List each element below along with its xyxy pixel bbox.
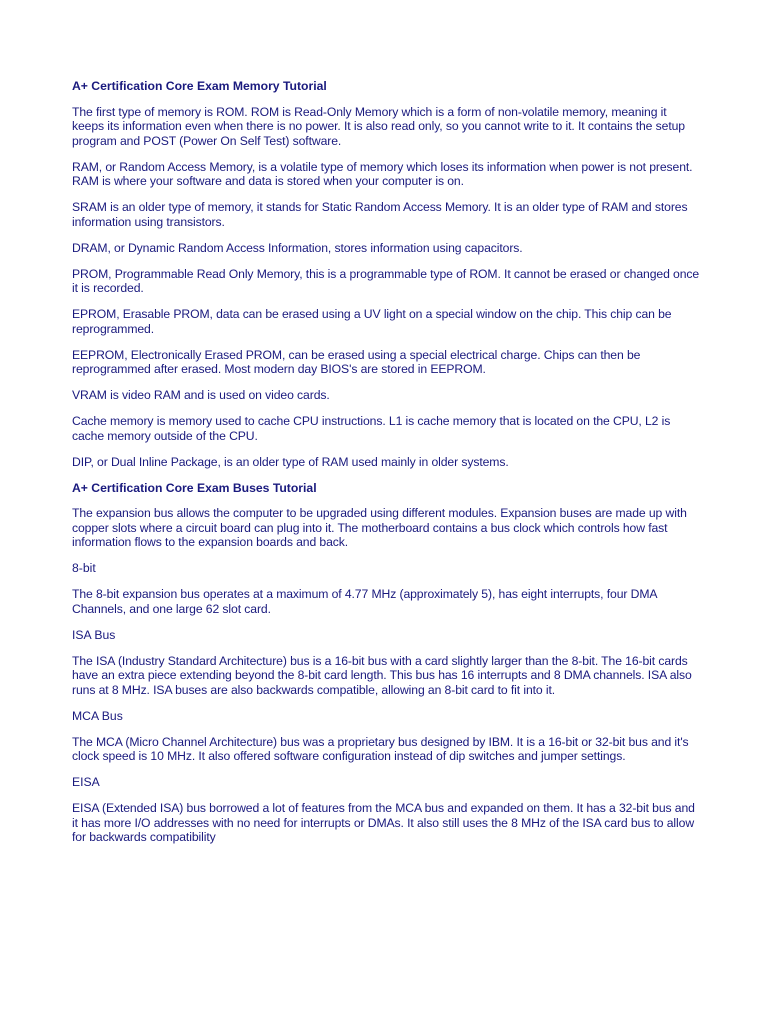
buses-tutorial-heading: A+ Certification Core Exam Buses Tutorial: [72, 480, 317, 495]
bus-text-mca: The MCA (Micro Channel Architecture) bus was a proprietary bus designed by IBM. It is a 16-bit or 32-bit bus and it's clock speed is 10 MHz. It also offered software configuration instead of dip switches and jumper settings.: [72, 734, 689, 763]
memory-paragraph-prom: PROM, Programmable Read Only Memory, this is a programmable type of ROM. It cannot be erased or changed once it is recorded.: [72, 266, 700, 295]
bus-text-eisa: EISA (Extended ISA) bus borrowed a lot of features from the MCA bus and expanded on them. It has a 32-bit bus and it has more I/O addresses with no need for interrupts or DMAs. It also still uses the 8 MHz of the ISA card bus to allow for backwards compatibility: [72, 801, 695, 844]
memory-paragraph-dip: DIP, or Dual Inline Package, is an older type of RAM used mainly in older systems.: [72, 454, 509, 469]
bus-title-isa: ISA Bus: [72, 627, 116, 642]
memory-paragraph-dram: DRAM, or Dynamic Random Access Information, stores information using capacitors.: [72, 240, 523, 255]
bus-text-8bit: The 8-bit expansion bus operates at a maximum of 4.77 MHz (approximately 5), has eight interrupts, four DMA Channels, and one large 62 slot card.: [72, 587, 657, 616]
bus-title-mca: MCA Bus: [72, 708, 123, 723]
memory-paragraph-cache: Cache memory is memory used to cache CPU instructions. L1 is cache memory that is located on the CPU, L2 is cache memory outside of the CPU.: [72, 414, 671, 443]
bus-text-isa: The ISA (Industry Standard Architecture) bus is a 16-bit bus with a card slightly larger than the 8-bit. The 16-bit cards have an extra piece extending beyond the 8-bit card length. This bus has 16 interrupts and 8 DMA channels. ISA also runs at 8 MHz. ISA buses are also backwards compatible, allowing an 8-bit card to fit into it.: [72, 653, 692, 697]
memory-paragraph-rom: The first type of memory is ROM. ROM is Read-Only Memory which is a form of non-volatile memory, meaning it keeps its information even when there is no power. It is also read only, so you cannot write to it. It contains the setup program and POST (Power On Self Test) software.: [72, 104, 685, 148]
document-page: [72, 79, 700, 856]
memory-tutorial-heading: A+ Certification Core Exam Memory Tutorial: [72, 79, 327, 93]
memory-paragraph-vram: VRAM is video RAM and is used on video cards.: [72, 388, 330, 402]
buses-intro-paragraph: The expansion bus allows the computer to be upgraded using different modules. Expansion buses are made up with copper slots where a circuit board can plug into it. The motherboard contains a bus clock which controls how fast information flows to the expansion boards and back.: [72, 506, 687, 549]
memory-paragraph-eprom: EPROM, Erasable PROM, data can be erased using a UV light on a special window on the chip. This chip can be reprogrammed.: [72, 307, 672, 336]
memory-paragraph-ram: RAM, or Random Access Memory, is a volatile type of memory which loses its information when power is not present. RAM is where your software and data is stored when your computer is on.: [72, 159, 693, 188]
memory-paragraph-eeprom: EEPROM, Electronically Erased PROM, can be erased using a special electrical charge. Chips can then be reprogrammed after erased. Most modern day BIOS's are stored in EEPROM.: [72, 347, 641, 376]
bus-title-eisa: EISA: [72, 775, 100, 789]
memory-paragraph-sram: SRAM is an older type of memory, it stands for Static Random Access Memory. It is an older type of RAM and stores information using transistors.: [72, 200, 688, 229]
bus-title-8bit: 8-bit: [72, 561, 96, 575]
